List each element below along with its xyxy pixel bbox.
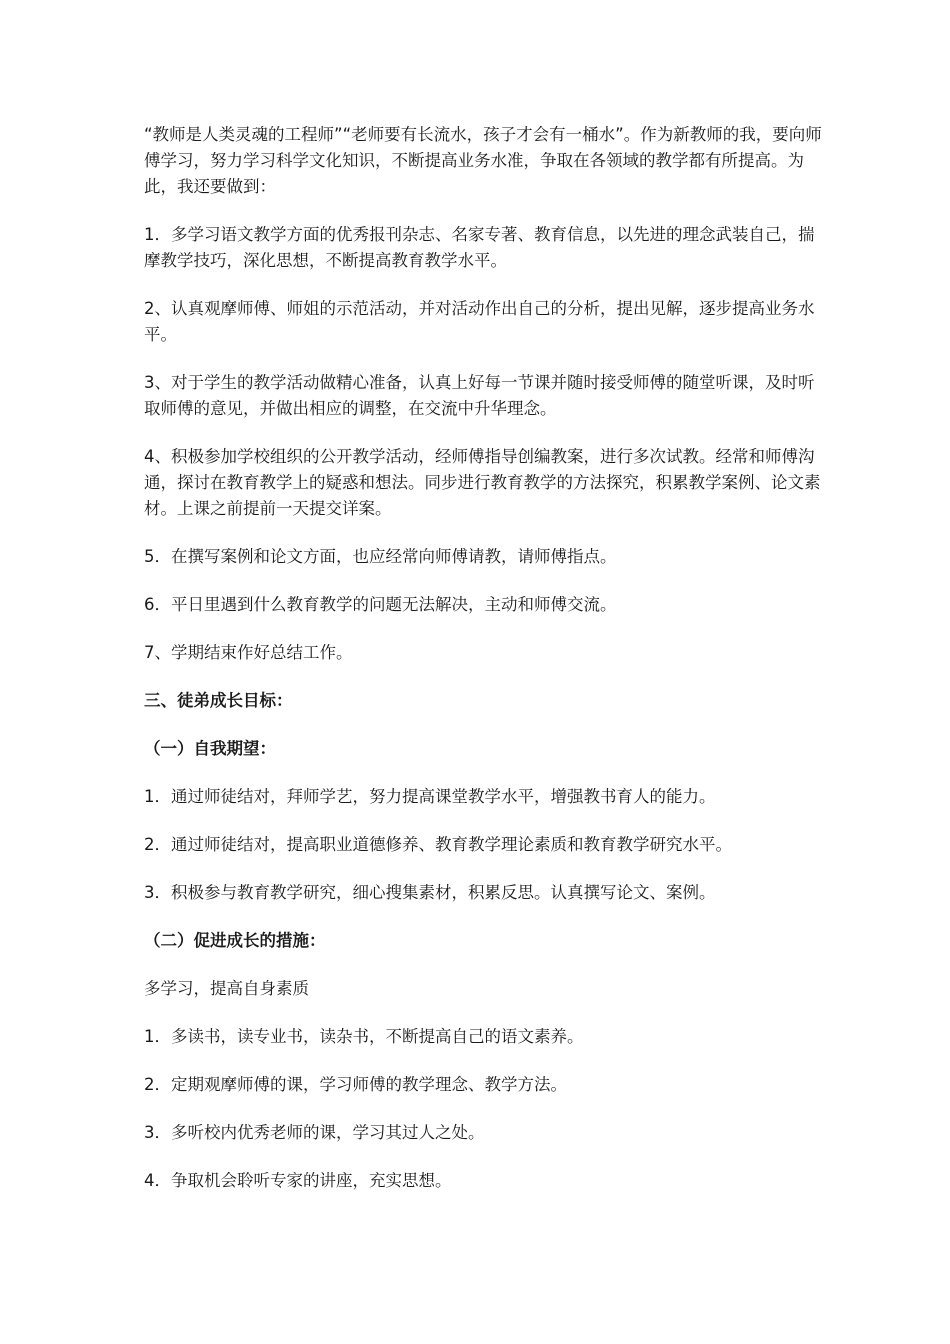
list-item: 3．积极参与教育教学研究，细心搜集素材，积累反思。认真撰写论文、案例。 <box>144 883 716 902</box>
subsection-heading: （一）自我期望： <box>144 739 276 758</box>
list-item: 2．通过师徒结对，提高职业道德修养、教育教学理论素质和教育教学研究水平。 <box>144 835 732 854</box>
document-body <box>144 122 824 1216</box>
list-item: 3、对于学生的教学活动做精心准备，认真上好每一节课并随时接受师傅的随堂听课，及时听取师傅的意见，并做出相应的调整，在交流中升华理念。 <box>144 373 815 418</box>
list-item: 6．平日里遇到什么教育教学的问题无法解决，主动和师傅交流。 <box>144 595 617 614</box>
list-item: 1．多读书，读专业书，读杂书，不断提高自己的语文素养。 <box>144 1027 584 1046</box>
subsection-heading: （二）促进成长的措施： <box>144 931 326 950</box>
list-item: 3．多听校内优秀老师的课，学习其过人之处。 <box>144 1123 485 1142</box>
intro-paragraph: “教师是人类灵魂的工程师”“老师要有长流水，孩子才会有一桶水”。作为新教师的我，要向师傅学习，努力学习科学文化知识，不断提高业务水准，争取在各领域的教学都有所提高。为此，我还要做到： <box>144 125 822 196</box>
list-item: 5．在撰写案例和论文方面，也应经常向师傅请教，请师傅指点。 <box>144 547 617 566</box>
list-item: 2、认真观摩师傅、师姐的示范活动，并对活动作出自己的分析，提出见解，逐步提高业务水平。 <box>144 299 815 344</box>
list-item: 1．通过师徒结对，拜师学艺，努力提高课堂教学水平，增强教书育人的能力。 <box>144 787 716 806</box>
list-item: 2．定期观摩师傅的课，学习师傅的教学理念、教学方法。 <box>144 1075 567 1094</box>
section-heading: 三、徒弟成长目标： <box>144 691 293 710</box>
list-item: 7、学期结束作好总结工作。 <box>144 643 353 662</box>
list-item: 4．争取机会聆听专家的讲座，充实思想。 <box>144 1171 452 1190</box>
plain-paragraph: 多学习，提高自身素质 <box>144 979 309 998</box>
list-item: 4、积极参加学校组织的公开教学活动，经师傅指导创编教案，进行多次试教。经常和师傅沟通，探讨在教育教学上的疑惑和想法。同步进行教育教学的方法探究，积累教学案例、论文素材。上课之前提前一天提交详案。 <box>144 447 821 518</box>
list-item: 1．多学习语文教学方面的优秀报刊杂志、名家专著、教育信息，以先进的理念武装自己，揣摩教学技巧，深化思想，不断提高教育教学水平。 <box>144 225 815 270</box>
